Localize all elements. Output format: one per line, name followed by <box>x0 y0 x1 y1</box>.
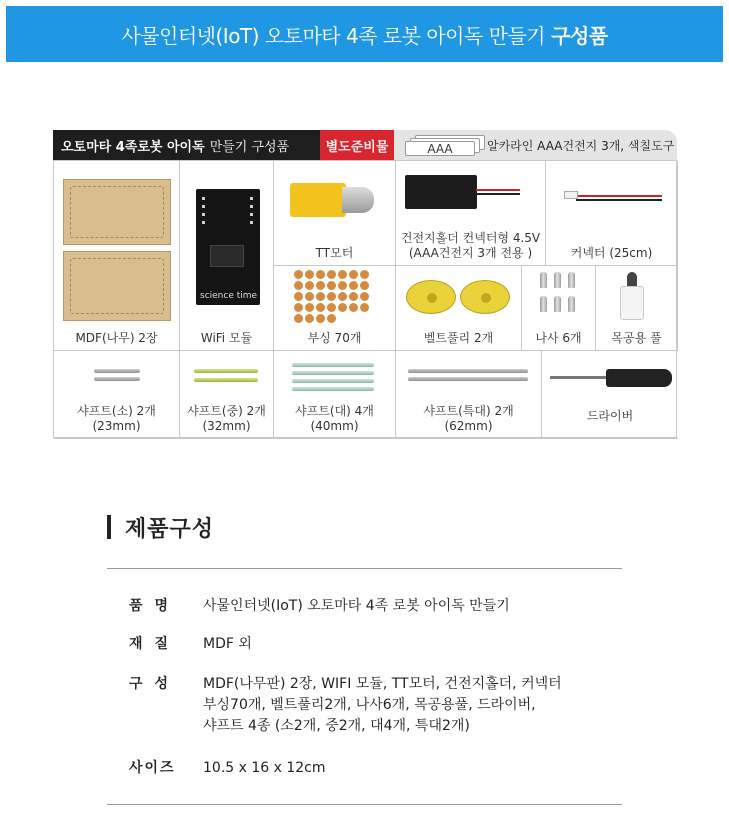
kit-header-title <box>53 130 320 160</box>
component-label: 벨트풀리 2개 <box>423 331 494 345</box>
component-label: 나사 6개 <box>535 331 582 345</box>
component-label: 건전지홀더 컨넥터형 4.5V (AAA건전지 3개 전용 ) <box>400 231 541 260</box>
component-grid <box>53 160 677 438</box>
spec-value: 10.5 x 16 x 12cm <box>203 760 326 776</box>
spec-row-name <box>107 596 622 618</box>
board-text: science time <box>200 291 258 301</box>
spec-heading-text: 제품구성 <box>125 516 215 542</box>
spec-key: 재질 <box>129 636 181 652</box>
component-label: 샤프트(특대) 2개 (62mm) <box>423 404 514 433</box>
pulley-image <box>406 280 456 314</box>
divider <box>107 568 622 569</box>
component-screwdriver <box>542 351 678 439</box>
pulley-image <box>460 280 510 314</box>
kit-header <box>53 130 677 160</box>
component-label: MDF(나무) 2장 <box>75 331 158 345</box>
component-mdf <box>54 161 180 351</box>
kit-title-rest: 만들기 구성품 <box>209 139 290 155</box>
component-battery-holder <box>396 161 546 266</box>
component-belt-pulley <box>396 266 522 351</box>
top-banner <box>6 6 723 62</box>
component-wifi-module <box>180 161 274 351</box>
divider <box>107 804 622 805</box>
connector-image <box>564 191 578 199</box>
spec-row-size <box>107 758 622 780</box>
motor-image <box>290 179 374 219</box>
spec-heading <box>107 513 214 541</box>
supplies-note: 알카라인 AAA건전지 3개, 색칠도구 <box>487 138 675 153</box>
component-label: TT모터 <box>315 246 354 260</box>
component-label: 목공용 풀 <box>611 331 662 345</box>
component-connector <box>546 161 678 266</box>
spec-value: MDF(나무판) 2장, WIFI 모듈, TT모터, 건전지홀더, 커넥터 부싱70개, 벨트풀리2개, 나사6개, 목공용풀, 드라이버, 샤프트 4종 (소2개, 중2개, 대4개, 특대2개) <box>203 676 562 734</box>
mdf-board-image <box>63 251 171 321</box>
component-label: 드라이버 <box>586 409 634 423</box>
glue-image <box>620 272 644 320</box>
component-screw <box>522 266 596 351</box>
spec-key: 구성 <box>129 676 181 692</box>
kit-title-bold: 오토마타 4족로봇 아이독 <box>61 139 205 155</box>
component-label: 커넥터 (25cm) <box>570 246 653 260</box>
component-shaft-large <box>274 351 396 439</box>
component-bushing <box>274 266 396 351</box>
bushing-image <box>294 270 378 316</box>
battery-label: AAA <box>405 141 475 156</box>
screwdriver-image <box>550 369 674 387</box>
component-shaft-xlarge <box>396 351 542 439</box>
component-label: 샤프트(대) 4개 (40mm) <box>295 404 374 433</box>
component-label: WiFi 모듈 <box>200 331 253 345</box>
component-label: 샤프트(중) 2개 (32mm) <box>187 404 266 433</box>
wifi-board-image <box>196 189 260 305</box>
spec-row-material <box>107 634 622 656</box>
component-shaft-small <box>54 351 180 439</box>
spec-key: 품명 <box>129 598 181 614</box>
banner-title-bold: 구성품 <box>551 23 608 48</box>
spec-key: 사이즈 <box>129 760 176 776</box>
spec-row-composition <box>107 674 622 740</box>
component-wood-glue <box>596 266 678 351</box>
component-tt-motor <box>274 161 396 266</box>
banner-title: 사물인터넷(IoT) 오토마타 4족 로봇 아이독 만들기 <box>121 23 546 48</box>
component-label: 샤프트(소) 2개 (23mm) <box>77 404 156 433</box>
mdf-board-image <box>63 179 171 245</box>
spec-value: MDF 외 <box>203 636 252 652</box>
separate-supplies-tag: 별도준비물 <box>320 130 394 160</box>
spec-value: 사물인터넷(IoT) 오토마타 4족 로봇 아이독 만들기 <box>203 598 510 614</box>
component-shaft-medium <box>180 351 274 439</box>
battery-holder-image <box>405 175 477 209</box>
component-label: 부싱 70개 <box>307 331 362 345</box>
